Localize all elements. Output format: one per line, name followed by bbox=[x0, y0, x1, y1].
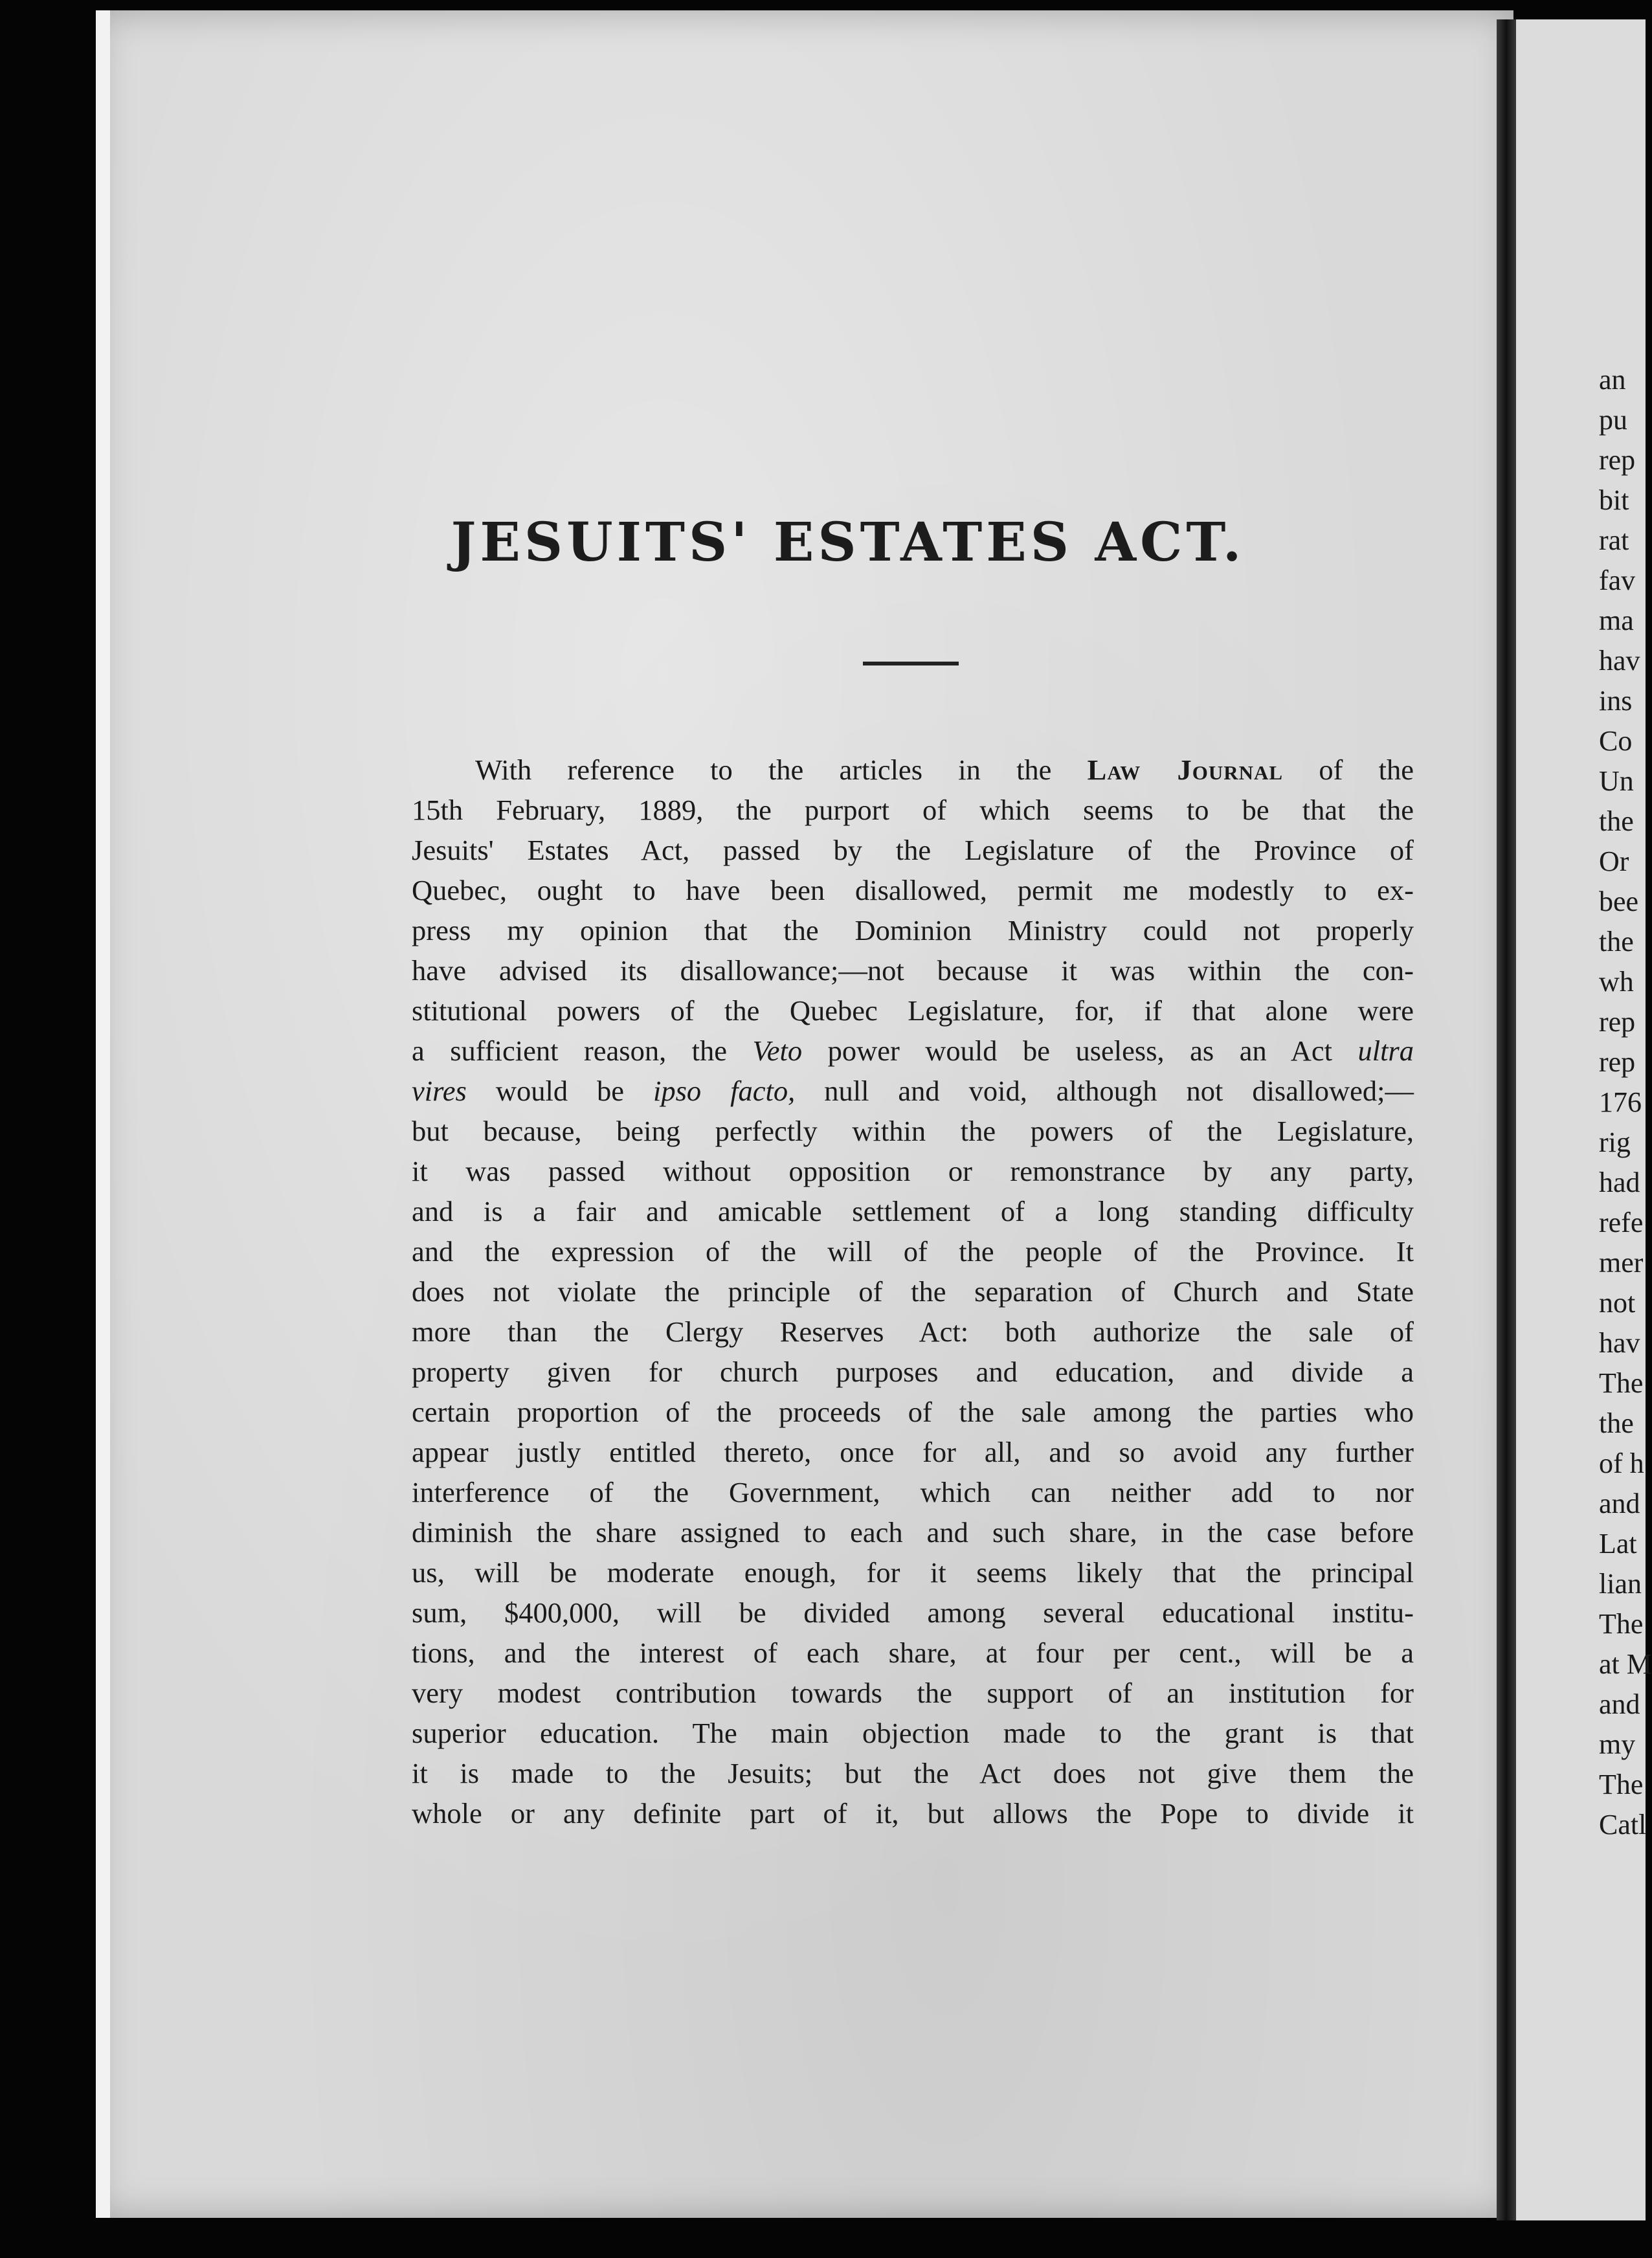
facing-line: rat bbox=[1599, 524, 1629, 556]
facing-line: 176 bbox=[1599, 1086, 1642, 1118]
body-line: stitutional powers of the Quebec Legislature, for, if that alone were bbox=[412, 994, 1414, 1027]
facing-line: The bbox=[1599, 1367, 1644, 1399]
body-line: appear justly entitled thereto, once for all, and so avoid any further bbox=[412, 1436, 1414, 1468]
facing-line: an bbox=[1599, 364, 1626, 396]
body-text bbox=[412, 750, 1414, 1833]
facing-line: hav bbox=[1599, 1327, 1640, 1359]
facing-line: not bbox=[1599, 1287, 1636, 1319]
body-line: more than the Clergy Reserves Act: both authorize the sale of bbox=[412, 1315, 1414, 1348]
facing-line: The bbox=[1599, 1608, 1644, 1640]
facing-line: Lat bbox=[1599, 1528, 1637, 1559]
body-line: 15th February, 1889, the purport of which seems to be that the bbox=[412, 794, 1414, 826]
body-line: vires would be ipso facto, null and void, although not disallowed;— bbox=[412, 1075, 1414, 1107]
facing-line: Co bbox=[1599, 725, 1633, 757]
body-line: diminish the share assigned to each and such share, in the case before bbox=[412, 1516, 1414, 1548]
body-line: sum, $400,000, will be divided among several educational institu- bbox=[412, 1596, 1414, 1629]
facing-line: lian bbox=[1599, 1568, 1642, 1600]
facing-line: pu bbox=[1599, 404, 1627, 436]
body-line: us, will be moderate enough, for it seems likely that the principal bbox=[412, 1556, 1414, 1589]
facing-line: hav bbox=[1599, 645, 1640, 676]
facing-line: the bbox=[1599, 1407, 1634, 1439]
facing-line: Catl bbox=[1599, 1809, 1647, 1840]
facing-line: and bbox=[1599, 1488, 1640, 1519]
facing-line: The bbox=[1599, 1769, 1644, 1800]
facing-line: fav bbox=[1599, 564, 1636, 596]
facing-line: and bbox=[1599, 1688, 1640, 1720]
facing-line: rep bbox=[1599, 1006, 1636, 1038]
body-line: very modest contribution towards the support of an institution for bbox=[412, 1677, 1414, 1709]
title-rule bbox=[863, 662, 959, 665]
facing-line: wh bbox=[1599, 966, 1634, 998]
facing-line: the bbox=[1599, 926, 1634, 957]
facing-line: at M bbox=[1599, 1648, 1652, 1680]
facing-line: rep bbox=[1599, 1046, 1636, 1078]
body-line: and is a fair and amicable settlement of a long standing difficulty bbox=[412, 1195, 1414, 1227]
body-line: whole or any definite part of it, but allows the Pope to divide it bbox=[412, 1797, 1414, 1829]
body-line: have advised its disallowance;—not because it was within the con- bbox=[412, 954, 1414, 987]
body-line: superior education. The main objection made to the grant is that bbox=[412, 1717, 1414, 1749]
facing-line: rep bbox=[1599, 444, 1636, 476]
facing-line: refe bbox=[1599, 1207, 1644, 1238]
body-line: but because, being perfectly within the powers of the Legislature, bbox=[412, 1115, 1414, 1147]
facing-line: my bbox=[1599, 1728, 1636, 1760]
body-line: it is made to the Jesuits; but the Act does not give them the bbox=[412, 1757, 1414, 1789]
facing-line: bee bbox=[1599, 886, 1639, 917]
book-gutter bbox=[1497, 19, 1516, 2220]
facing-line: the bbox=[1599, 805, 1634, 837]
body-line: a sufficient reason, the Veto power would be useless, as an Act ultra bbox=[412, 1034, 1414, 1067]
body-line: interference of the Government, which can neither add to nor bbox=[412, 1476, 1414, 1508]
body-line: and the expression of the will of the people of the Province. It bbox=[412, 1235, 1414, 1268]
body-line: does not violate the principle of the separation of Church and State bbox=[412, 1275, 1414, 1308]
body-line: With reference to the articles in the Law Journal of the bbox=[475, 754, 1414, 786]
body-line: Jesuits' Estates Act, passed by the Legislature of the Province of bbox=[412, 834, 1414, 866]
body-line: property given for church purposes and education, and divide a bbox=[412, 1356, 1414, 1388]
body-line: press my opinion that the Dominion Ministry could not properly bbox=[412, 914, 1414, 946]
document-title: JESUITS' ESTATES ACT. bbox=[451, 511, 1245, 574]
facing-page-text bbox=[1599, 360, 1652, 1845]
facing-line: rig bbox=[1599, 1126, 1631, 1158]
facing-line: Or bbox=[1599, 845, 1629, 877]
facing-line: of h bbox=[1599, 1448, 1644, 1479]
facing-line: had bbox=[1599, 1167, 1640, 1198]
facing-line: ma bbox=[1599, 605, 1634, 636]
body-line: it was passed without opposition or remonstrance by any party, bbox=[412, 1155, 1414, 1187]
body-line: Quebec, ought to have been disallowed, permit me modestly to ex- bbox=[412, 874, 1414, 906]
body-line: tions, and the interest of each share, at four per cent., will be a bbox=[412, 1637, 1414, 1669]
facing-line: bit bbox=[1599, 484, 1629, 516]
body-line: certain proportion of the proceeds of the sale among the parties who bbox=[412, 1396, 1414, 1428]
facing-line: Un bbox=[1599, 765, 1634, 797]
facing-line: ins bbox=[1599, 685, 1633, 717]
facing-line: mer bbox=[1599, 1247, 1644, 1279]
